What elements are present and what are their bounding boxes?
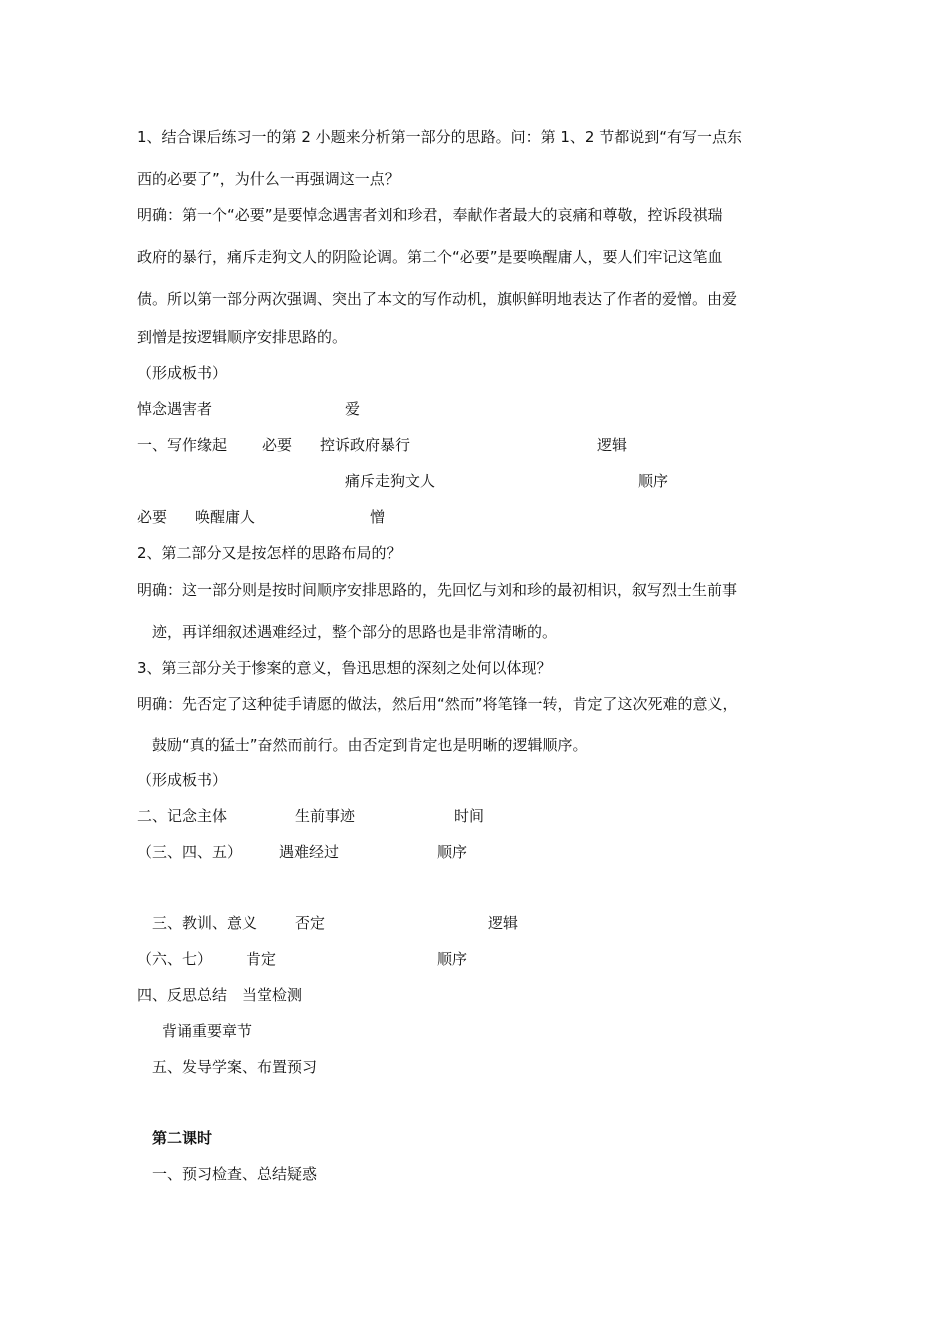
board2-r3-b: 否定 (295, 914, 326, 932)
board1-r1-a: 悼念遇害者 (137, 400, 213, 418)
board1-r4-b: 唤醒庸人 (195, 508, 256, 526)
board2-r2-a: （三、四、五） (137, 843, 243, 861)
a1-line-2: 政府的暴行，痛斥走狗文人的阴险论调。第二个“必要”是要唤醒庸人，要人们牢记这笔血 (137, 248, 723, 266)
board1-r2-a: 一、写作缘起 (137, 436, 228, 454)
board2-r2-b: 遇难经过 (279, 843, 340, 861)
board2-r3-c: 逻辑 (488, 914, 519, 932)
board2-r2-c: 顺序 (437, 843, 468, 861)
a2-line-1: 明确：这一部分则是按时间顺序安排思路的，先回忆与刘和珍的最初相识，叙写烈士生前事 (137, 581, 738, 599)
board1-r3-b: 顺序 (638, 472, 669, 490)
a2-line-2: 迹，再详细叙述遇难经过，整个部分的思路也是非常清晰的。 (152, 623, 558, 641)
a1-line-1: 明确：第一个“必要”是要悼念遇害者刘和珍君，奉献作者最大的哀痛和尊敬，控诉段祺瑞 (137, 206, 723, 224)
board2-heading: （形成板书） (137, 771, 228, 789)
board2-r1-b: 生前事迹 (295, 807, 356, 825)
board2-r1-c: 时间 (454, 807, 485, 825)
section-5-title: 五、发导学案、布置预习 (152, 1058, 318, 1076)
board1-r4-a: 必要 (137, 508, 168, 526)
section-4-title: 四、反思总结 当堂检测 (137, 986, 303, 1004)
q1-line-2: 西的必要了”，为什么一再强调这一点？ (137, 170, 400, 188)
q1-line-1: 1、结合课后练习一的第 2 小题来分析第一部分的思路。问：第 1、2 节都说到“有写一点东 (137, 128, 743, 146)
lesson2-section-1: 一、预习检查、总结疑惑 (152, 1165, 318, 1183)
board2-r4-c: 顺序 (437, 950, 468, 968)
a3-line-2: 鼓励“真的猛士”奋然而前行。由否定到肯定也是明晰的逻辑顺序。 (152, 736, 588, 754)
board2-r1-a: 二、记念主体 (137, 807, 228, 825)
board1-r4-c: 憎 (370, 508, 386, 526)
board1-r1-b: 爱 (345, 400, 361, 418)
board2-r3-a: 三、教训、意义 (152, 914, 258, 932)
q2-line-1: 2、第二部分又是按怎样的思路布局的？ (137, 544, 402, 562)
a3-line-1: 明确：先否定了这种徒手请愿的做法，然后用“然而”将笔锋一转，肯定了这次死难的意义， (137, 695, 738, 713)
lesson2-title: 第二课时 (152, 1129, 213, 1147)
board2-r4-b: 肯定 (246, 950, 277, 968)
board1-r2-d: 逻辑 (597, 436, 628, 454)
board1-r3-a: 痛斥走狗文人 (345, 472, 436, 490)
board1-heading: （形成板书） (137, 364, 228, 382)
board1-r2-b: 必要 (262, 436, 293, 454)
a1-line-3: 债。所以第一部分两次强调、突出了本文的写作动机，旗帜鲜明地表达了作者的爱憎。由爱 (137, 290, 738, 308)
q3-line-1: 3、第三部分关于惨案的意义，鲁迅思想的深刻之处何以体现？ (137, 659, 552, 677)
section-4-item: 背诵重要章节 (162, 1022, 253, 1040)
a1-line-4: 到憎是按逻辑顺序安排思路的。 (137, 328, 348, 346)
board1-r2-c: 控诉政府暴行 (320, 436, 411, 454)
board2-r4-a: （六、七） (137, 950, 213, 968)
